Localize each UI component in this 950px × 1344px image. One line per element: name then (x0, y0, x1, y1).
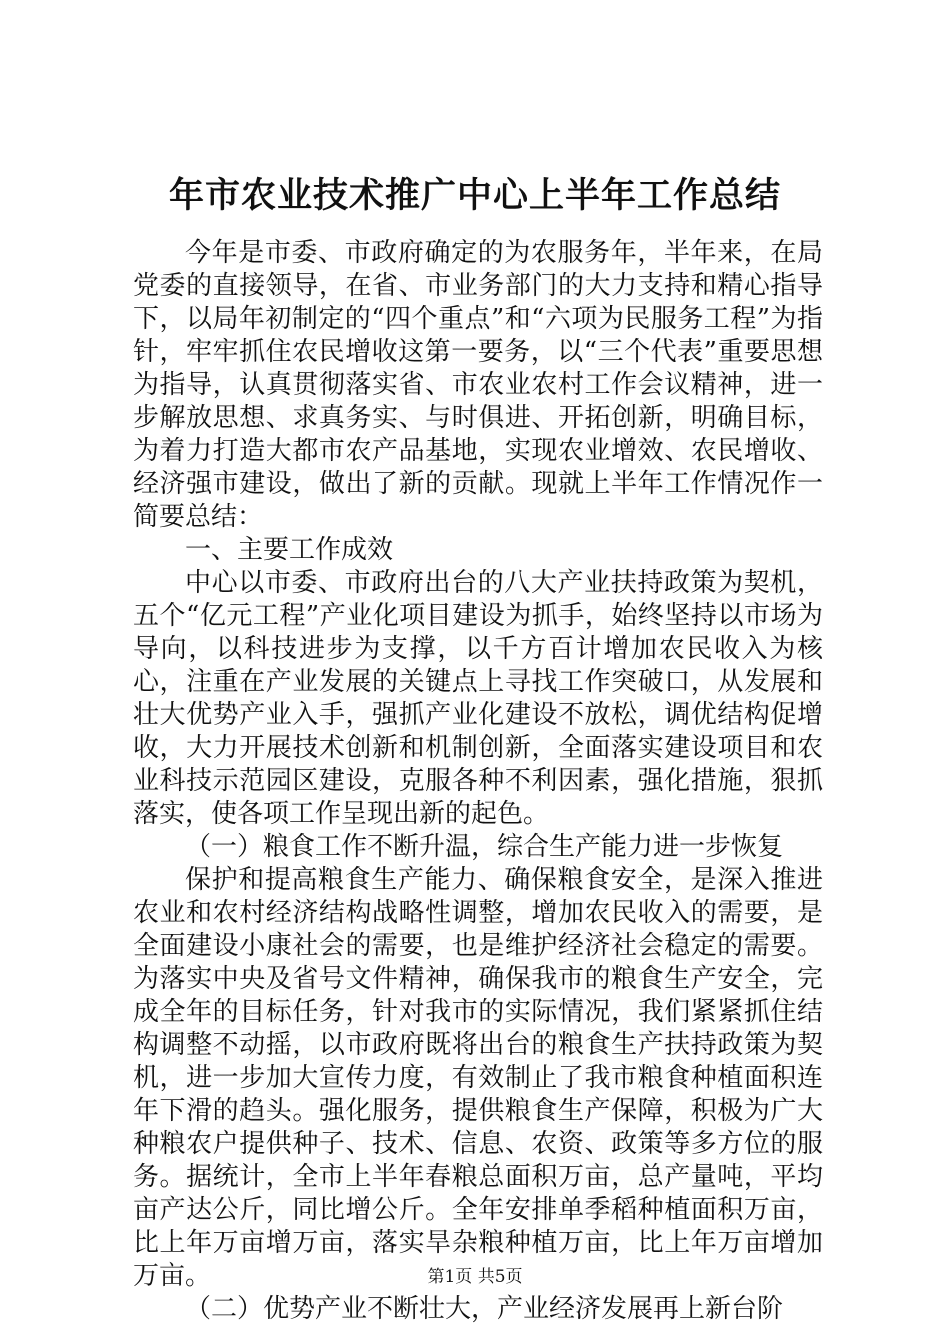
main-results-paragraph: 中心以市委、市政府出台的八大产业扶持政策为契机，五个“亿元工程”产业化项目建设为抓手，始终坚持以市场为导向，以科技进步为支撑，以千方百计增加农民收入为核心，注重在产业发展的关键点上寻找工作突破口，从发展和壮大优势产业入手，强抓产业化建设不放松，调优结构促增收，大力开展技术创新和机制创新，全面落实建设项目和农业科技示范园区建设，克服各种不利因素，强化措施，狠抓落实，使各项工作呈现出新的起色。 (133, 568, 823, 829)
subsection-heading-industry: （二）优势产业不断壮大，产业经济发展再上新台阶 (185, 1294, 784, 1324)
subsection-heading-grain: （一）粮食工作不断升温，综合生产能力进一步恢复 (185, 832, 784, 862)
intro-paragraph: 今年是市委、市政府确定的为农服务年，半年来，在局党委的直接领导，在省、市业务部门的大力支持和精心指导下，以局年初制定的“四个重点”和“六项为民服务工程”为指针，牢牢抓住农民增收这第一要务，以“三个代表”重要思想为指导，认真贯彻落实省、市农业农村工作会议精神，进一步解放思想、求真务实、与时俱进、开拓创新，明确目标，为着力打造大都市农产品基地，实现农业增效、农民增收、经济强市建设，做出了新的贡献。现就上半年工作情况作一简要总结： (133, 238, 823, 532)
page-footer: 第1页 共5页 (427, 1267, 523, 1287)
section-heading-main-results: 一、主要工作成效 (185, 535, 394, 565)
document-body (133, 237, 823, 1326)
grain-paragraph: 保护和提高粮食生产能力、确保粮食安全，是深入推进农业和农村经济结构战略性调整，增加农民收入的需要，是全面建设小康社会的需要，也是维护经济社会稳定的需要。为落实中央及省号文件精神，确保我市的粮食生产安全，完成全年的目标任务，针对我市的实际情况，我们紧紧抓住结构调整不动摇，以市政府既将出台的粮食生产扶持政策为契机，进一步加大宣传力度，有效制止了我市粮食种植面积连年下滑的趋头。强化服务，提供粮食生产保障，积极为广大种粮农户提供种子、技术、信息、农资、政策等多方位的服务。据统计，全市上半年春粮总面积万亩，总产量吨，平均亩产达公斤，同比增公斤。全年安排单季稻种植面积万亩，比上年万亩增万亩，落实旱杂粮种植万亩，比上年万亩增加万亩。 (133, 865, 823, 1291)
document-title: 年市农业技术推广中心上半年工作总结 (168, 175, 781, 216)
